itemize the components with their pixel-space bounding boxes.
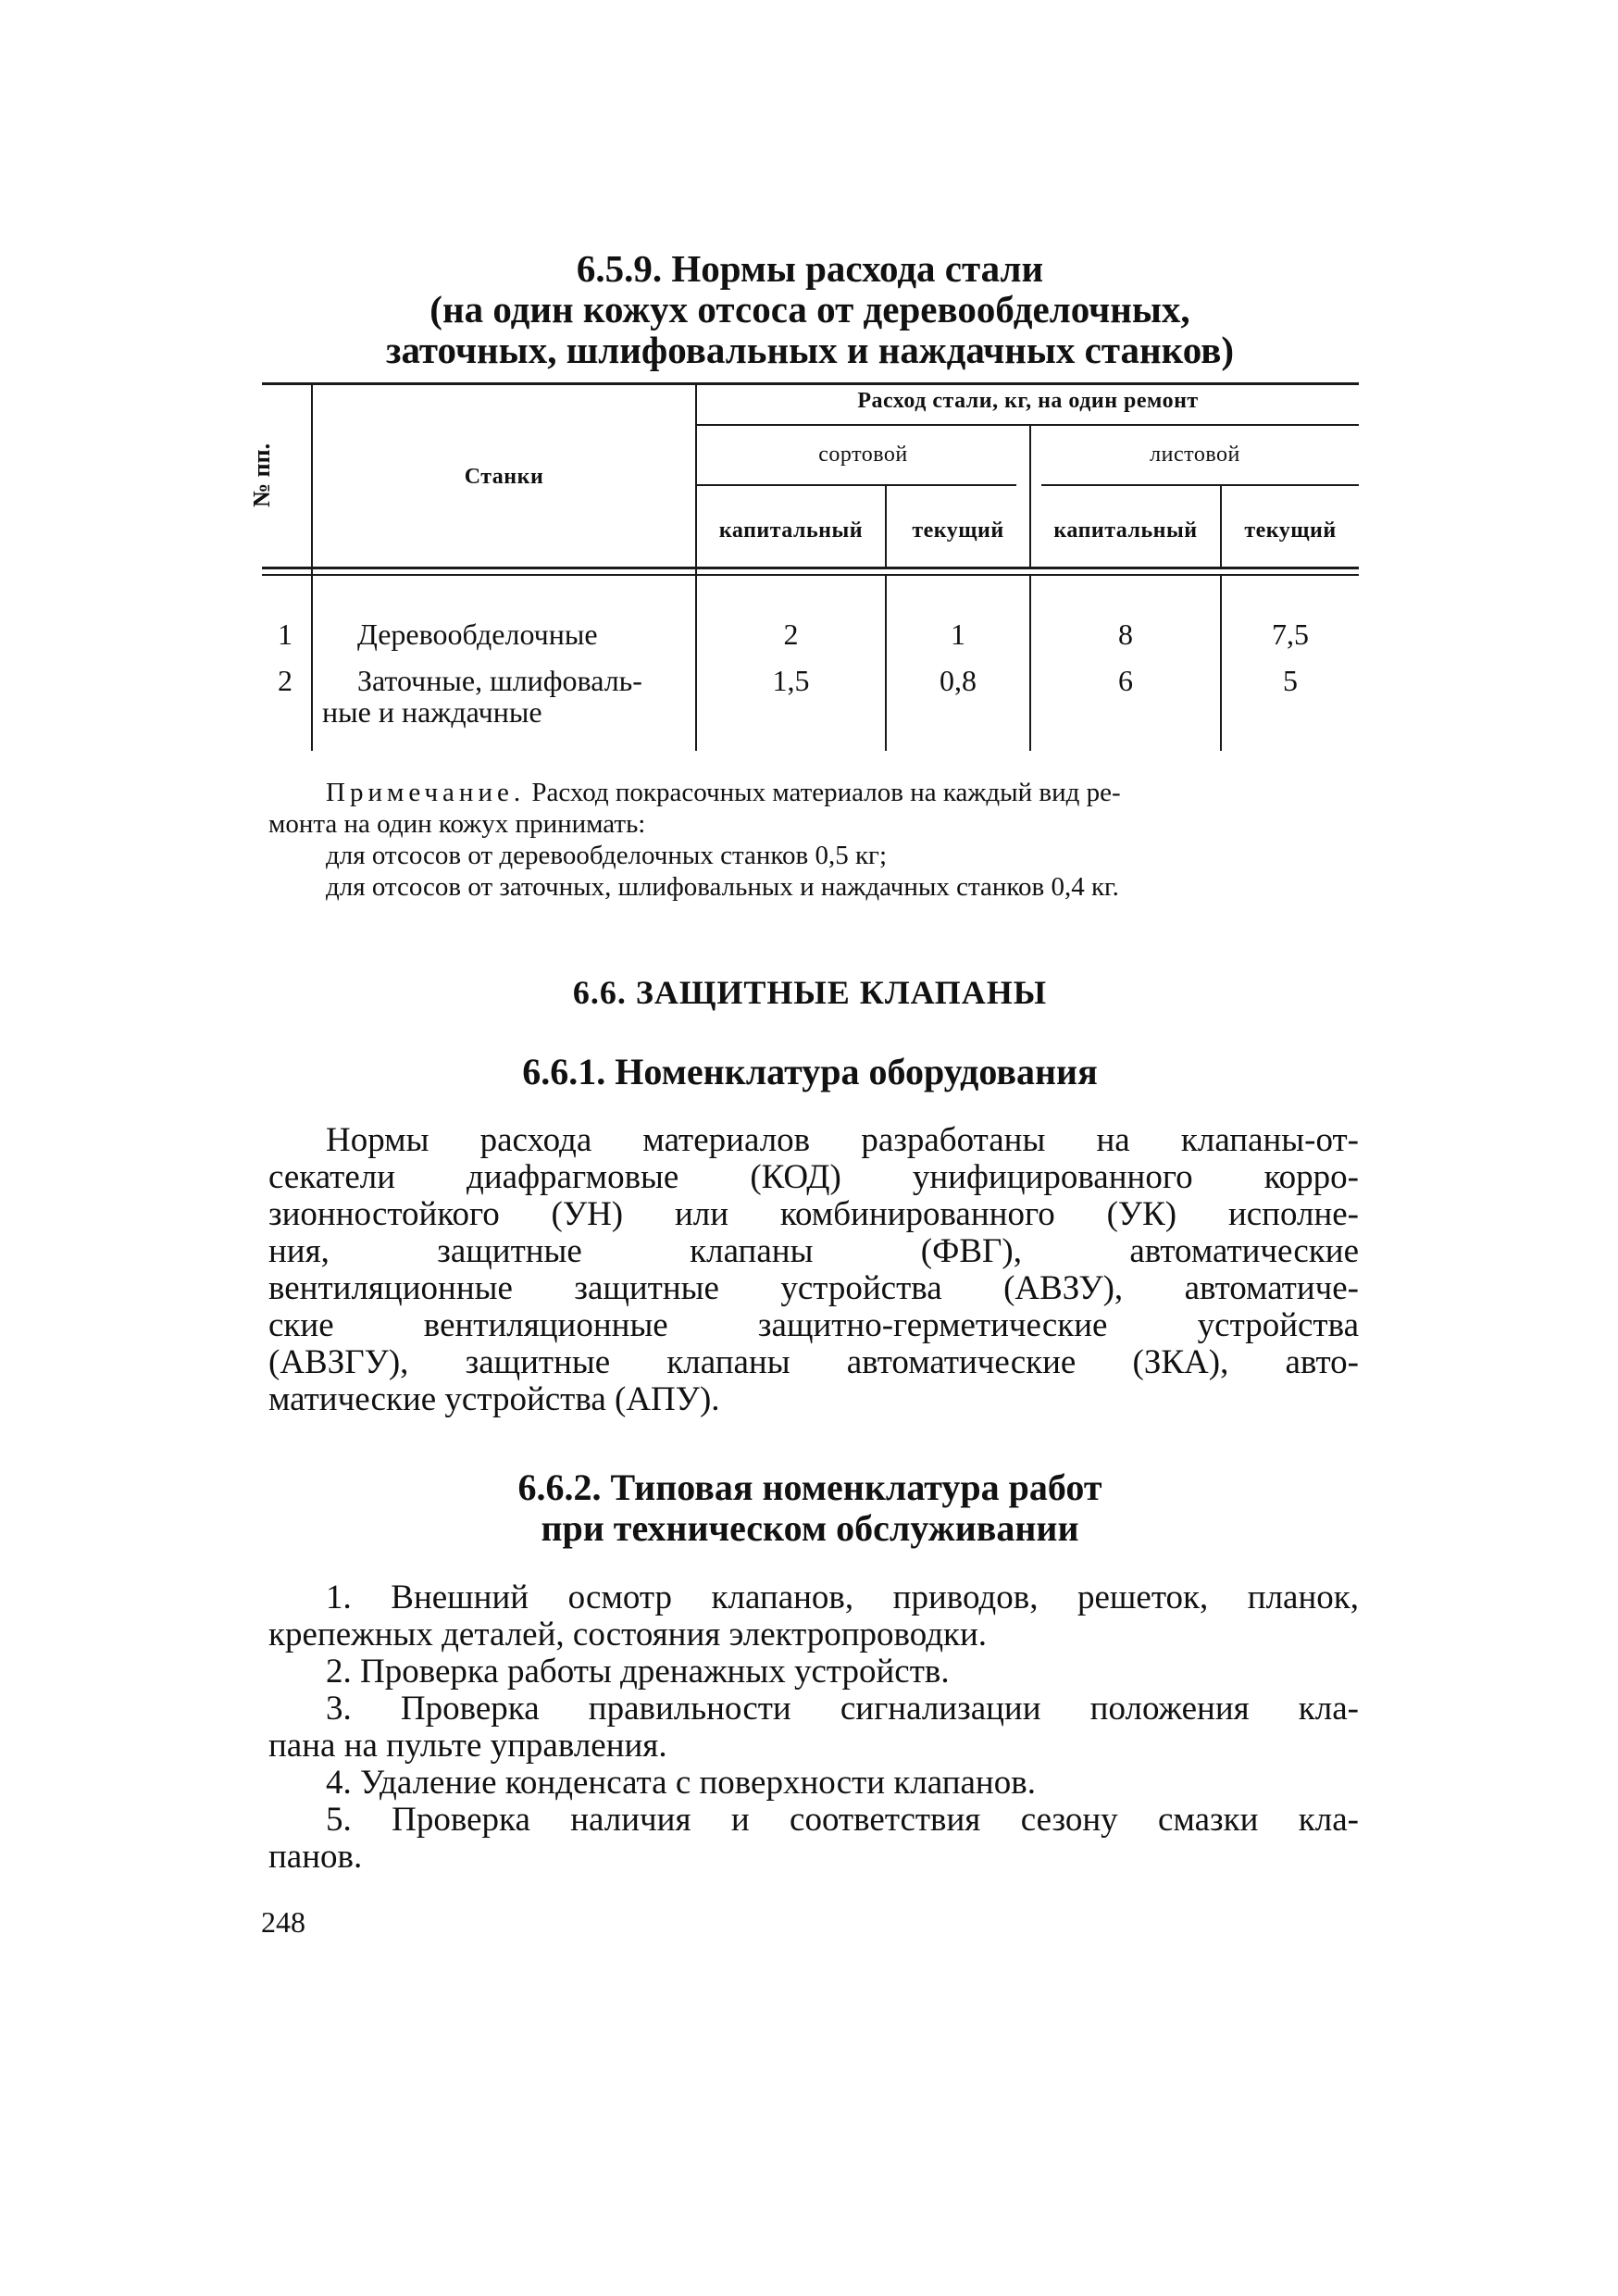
row-machine-name: Деревообделочные (357, 618, 598, 651)
table-top-rule (262, 382, 1359, 385)
row-machine-name: ные и наждачные (322, 695, 542, 729)
column-header-machines: Станки (464, 465, 544, 489)
table-rule (262, 574, 1359, 576)
table-rule (697, 484, 1016, 486)
list-item-line: пана на пульте управления. (268, 1727, 667, 1765)
heading-line: (на один кожух отсоса от деревообделочных, (429, 288, 1190, 331)
value-cell: 2 (783, 618, 799, 651)
column-header-steel-consumption: Расход стали, кг, на один ремонт (857, 389, 1199, 413)
value-cell: 1 (951, 618, 965, 651)
subheader-kapitalny: капитальный (1053, 518, 1198, 543)
subheader-tekushchy: текущий (1244, 518, 1337, 543)
table-col-rule (695, 385, 697, 751)
section-6-6-heading (259, 974, 1361, 1011)
value-cell: 6 (1118, 664, 1133, 697)
list-item-line: 1. Внешний осмотр клапанов, приводов, решеток, планок, (326, 1578, 1359, 1616)
equipment-paragraph (268, 1122, 1359, 1418)
table-col-rule (311, 385, 313, 751)
heading-line: 6.6.1. Номенклатура оборудования (522, 1051, 1098, 1092)
value-cell: 1,5 (772, 664, 810, 697)
table-note (326, 778, 1355, 808)
table-col-rule (1220, 576, 1222, 751)
list-item-line: панов. (268, 1838, 363, 1876)
note-text: Расход покрасочных материалов на каждый вид ре- (531, 778, 1121, 807)
page-number: 248 (261, 1905, 305, 1939)
list-item-line: крепежных деталей, состояния электропроводки. (268, 1616, 988, 1653)
value-cell: 7,5 (1272, 618, 1309, 651)
list-item (268, 1653, 1359, 1691)
section-6-5-9-heading (259, 248, 1361, 370)
row-machine-name: Заточные, шлифоваль- (357, 664, 642, 697)
paragraph-line: ния, защитные клапаны (ФВГ), автоматические (268, 1232, 1359, 1270)
subheader-kapitalny: капитальный (718, 518, 864, 543)
paragraph-line: матические устройства (АПУ). (268, 1380, 720, 1418)
table-col-rule (885, 486, 887, 567)
paragraph-line: вентиляционные защитные устройства (АВЗУ), автоматиче- (268, 1269, 1359, 1307)
paragraph-line: секатели диафрагмовые (КОД) унифицированного корро- (268, 1158, 1359, 1196)
note-line: монта на один кожух принимать: (268, 809, 646, 839)
paragraph-line: зионностойкого (УН) или комбинированного (УК) исполне- (268, 1195, 1359, 1233)
heading-line: 6.6.2. Типовая номенклатура работ (517, 1466, 1102, 1508)
list-item-line: 4. Удаление конденсата с поверхности клапанов. (326, 1764, 1036, 1802)
list-item-line: 5. Проверка наличия и соответствия сезону смазки кла- (326, 1801, 1359, 1839)
note-line: для отсосов от заточных, шлифовальных и наждачных станков 0,4 кг. (326, 872, 1119, 902)
value-cell: 0,8 (940, 664, 977, 697)
note-line: для отсосов от деревообделочных станков 0,5 кг; (326, 841, 888, 870)
subheader-listovoi: листовой (1150, 443, 1240, 467)
table-rule (1041, 484, 1359, 486)
value-cell: 5 (1283, 664, 1298, 697)
value-cell: 8 (1118, 618, 1133, 651)
section-6-6-2-heading (259, 1467, 1361, 1549)
paragraph-line: Нормы расхода материалов разработаны на клапаны-от- (326, 1121, 1359, 1159)
list-item (268, 1579, 1359, 1653)
section-6-6-1-heading (259, 1052, 1361, 1092)
paragraph-line: (АВЗГУ), защитные клапаны автоматические (ЗКА), авто- (268, 1343, 1359, 1381)
table-col-rule (1029, 426, 1031, 567)
table-header-bottom-rule (262, 567, 1359, 569)
list-item (268, 1691, 1359, 1765)
row-number: 1 (278, 618, 292, 651)
heading-line: 6.6. ЗАЩИТНЫЕ КЛАПАНЫ (572, 974, 1048, 1011)
list-item-line: 2. Проверка работы дренажных устройств. (326, 1653, 950, 1691)
heading-line: при техническом обслуживании (541, 1507, 1079, 1549)
note-label: Примечание. (326, 778, 526, 807)
column-header-number: № пп. (248, 443, 275, 507)
paragraph-line: ские вентиляционные защитно-герметические устройства (268, 1306, 1359, 1344)
list-item (268, 1802, 1359, 1876)
table-col-rule (885, 576, 887, 751)
subheader-sortovoi: сортовой (818, 443, 908, 467)
table-col-rule (1029, 576, 1031, 751)
list-item (268, 1765, 1359, 1802)
list-item-line: 3. Проверка правильности сигнализации положения кла- (326, 1690, 1359, 1728)
heading-line: 6.5.9. Нормы расхода стали (576, 247, 1044, 290)
heading-line: заточных, шлифовальных и наждачных станков) (385, 329, 1234, 371)
table-col-rule (1220, 486, 1222, 567)
table-rule (697, 424, 1359, 426)
subheader-tekushchy: текущий (912, 518, 1004, 543)
row-number: 2 (278, 664, 292, 697)
